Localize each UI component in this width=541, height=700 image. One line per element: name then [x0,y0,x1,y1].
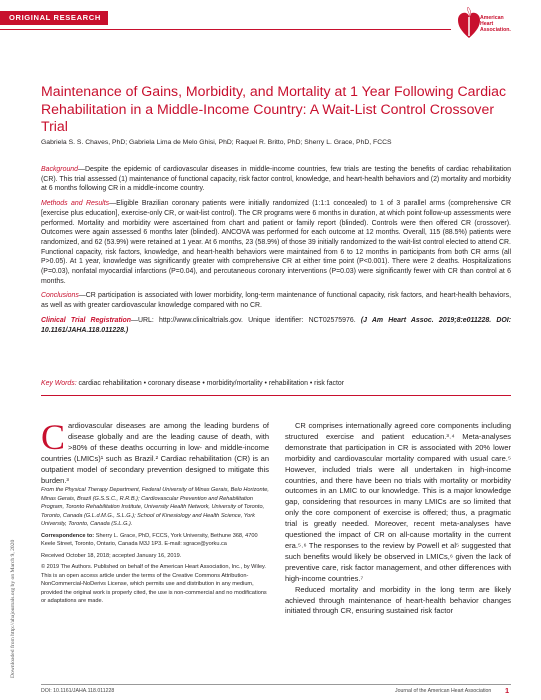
abstract-divider [41,395,511,396]
registration-heading: Clinical Trial Registration [41,316,132,324]
correspondence-heading: Correspondence to: [41,532,95,539]
affiliations: From the Physical Therapy Department, Federal University of Minas Gerais, Belo Horizonte, Minas Gerais, Brazil (G.S.S.C., R.R.B.); Cardiovascular Prevention and Rehabilitation Program, Toronto Rehabilitation Institute, University Health Network, University of Toronto, Toronto, Canada (G.L.d.M.G., S.L.G.); School of Kinesiology and Health Science, York University, Toronto, Canada (S.L.G.). [41,487,269,527]
keywords-list: cardiac rehabilitation • coronary disease • morbidity/mortality • rehabilitation • risk factor [78,380,345,387]
body-paragraph: CR comprises internationally agreed core components including structured exercise and patient education.³˒⁴ Meta-analyses demonstrate that participation in CR is associated with 20% lower morbidity and cardiovascular mortality compared with usual care.⁵ However, included trials were all undertaken in high-income countries, and there have been no trials with mortality or morbidity outcomes in an LMIC to our knowledge. This is a major knowledge gap, considering that resources in many LMICs are so limited that only the core component of exercise is offered; thus, a pragmatic trial is greatly needed. Moreover, recent meta-analyses have questioned the impact of CR on all-cause mortality in the current era.⁵˒⁶ The responses to the review by Powell et al⁵ suggested that such benefits would likely be observed in LMICs,⁶ given the lack of preventive care, risk factor management, and other differences with high-income countries.⁷ [285,421,511,583]
body-paragraph: Reduced mortality and morbidity in the long term are likely achieved through maintenance of heart-health behavior changes initiated through CR, ensuring sustained risk factor [285,584,511,616]
citation: (J Am Heart Assoc. 2019;8:e011228. DOI: 10.1161/JAHA.118.011228.) [41,316,512,334]
download-sidebar [3,470,23,700]
conclusions-heading: Conclusions [41,292,79,300]
heart-torch-icon [458,5,480,41]
methods-heading: Methods and Results [41,200,110,208]
download-notice: Downloaded from http://ahajournals.org by on March 9, 2020 [10,539,16,678]
abstract [41,165,511,340]
background-text: —Despite the epidemic of cardiovascular diseases in middle-income countries, few trials are testing the benefits of cardiac rehabilitation (CR). This trial assessed (1) maintenance of functional capacity, risk factor control, knowledge, and heart-health behaviors and (2) mortality and morbidity at 6 months following CR in a middle-income country. [41,166,511,193]
copyright-notice: © 2019 The Authors. Published on behalf of the American Heart Association, Inc., by Wiley. This is an open access article under the terms of the Creative Commons Attribution-NonCommercial-NoDerivs License, which permits use and distribution in any medium, provided the original work is properly cited, the use is non-commercial and no modifications or adaptations are made. [41,564,267,604]
drop-cap: C [41,417,66,457]
article-title: Maintenance of Gains, Morbidity, and Mortality at 1 Year Following Cardiac Rehabilitation in a Middle-Income Country: A Wait-List Control Crossover Trial [41,83,507,134]
keywords-label: Key Words: [41,380,77,387]
conclusions-text: —CR participation is associated with lower morbidity, long-term maintenance of functional capacity, risk factors, and heart-health behaviors, as well as with greater cardiovascular knowledge compared with no CR. [41,292,511,310]
received-dates: Received October 18, 2018; accepted January 16, 2019. [41,552,182,559]
body-column-right [285,421,511,617]
registration-text: —URL: http://www.clinicaltrials.gov. Unique identifier: NCT02575976. [131,316,356,324]
correspondence-text: Sherry L. Grace, PhD, FCCS, York University, Bethune 368, 4700 Keele Street, Toronto, Ontario, Canada M3J 1P3. E-mail: sgrace@yorku.ca [41,532,258,547]
abstract-background [41,165,511,194]
page-number: 1 [505,686,510,695]
author-list: Gabriela S. S. Chaves, PhD; Gabriela Lima de Melo Ghisi, PhD; Raquel R. Britto, PhD; Sherry L. Grace, PhD, FCCS [41,139,392,146]
abstract-conclusions [41,291,511,310]
abstract-registration [41,316,511,335]
header-rule [0,29,451,30]
intro-text: ardiovascular diseases are among the leading burdens of disease globally and are the leading cause of death, with >80% of these deaths occurring in low- and middle-income countries (LMICs)¹ such as Brazil.² Cardiac rehabilitation (CR) is an outpatient model of secondary prevention designed to mitigate this burden.³ [41,421,269,485]
logo-wordmark: American Heart Association. [480,15,511,33]
section-tag: ORIGINAL RESEARCH [0,11,108,25]
footer-doi: DOI: 10.1161/JAHA.118.011228 [41,688,115,694]
keywords [41,379,511,388]
footnotes [41,486,269,609]
abstract-methods [41,199,511,286]
aha-logo [458,5,538,45]
footer-journal: Journal of the American Heart Association [395,688,492,694]
methods-text: —Eligible Brazilian coronary patients were initially randomized (1:1:1 concealed) to 1 of 3 parallel arms (comprehensive CR [exercise plus education], exercise-only CR, or wait-list control). The CR programs were 6 months in duration, at which point follow-up assessments were performed. Mortality and morbidity were ascertained from chart and patient or family report (blinded). Controls were then offered CR (crossover). Outcomes were again assessed 6 months later (blinded). ANCOVA was performed for each outcome at 12 months. Overall, 115 (88.5%) patients were randomized, and 62 (53.9%) were retained at 1 year. At 6 months, 23 (58.9%) of those 39 initially randomized to the wait-list control elected to attend CR. Functional capacity, risk factors, knowledge, and heart-health behaviors were maintained from 6 to 12 months in participants from both CR arms (all P>0.05). At 1 year, knowledge was significantly greater with comprehensive CR at either time point (P<0.001). There were 2 deaths. Hospitalizations (P=0.03), nonfatal myocardial infarctions (P=0.04), and percutaneous coronary interventions (P=0.03) were significantly fewer with CR than control at 6 months. [41,200,511,285]
correspondence [41,532,269,549]
body-column-left [41,417,269,486]
footer-rule [41,684,511,685]
background-heading: Background [41,166,79,173]
